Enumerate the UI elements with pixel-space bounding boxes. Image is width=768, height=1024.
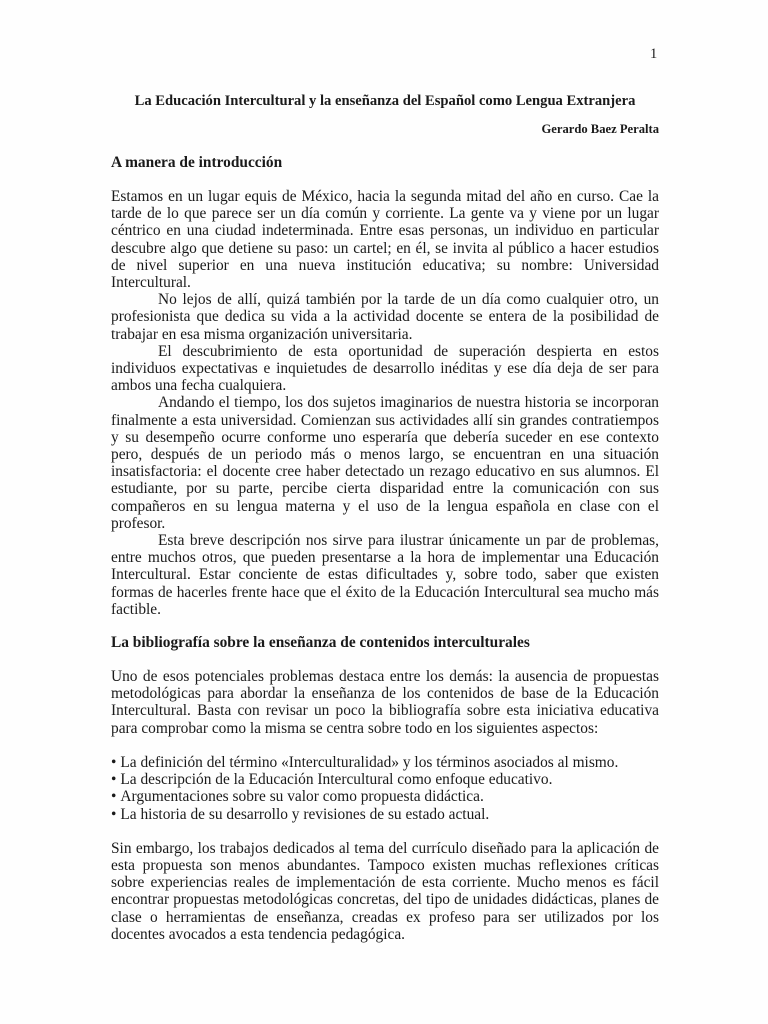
document-body — [111, 92, 659, 943]
document-title: La Educación Intercultural y la enseñanza del Español como Lengua Extranjera — [134, 93, 636, 109]
bullet-icon: • — [111, 771, 117, 789]
page-number: 1 — [650, 46, 658, 62]
paragraph: Sin embargo, los trabajos dedicados al tema del currículo diseñado para la aplicación de esta propuesta son menos abundantes. Tampoco existen muchas reflexiones críticas sobre experiencias reales de implementación de esta corriente. Mucho menos es fácil encontrar propuestas metodológicas concretas, del tipo de unidades didácticas, planes de clase o herramientas de enseñanza, creadas ex profeso para ser utilizados por los docentes avocados a esta tendencia pedagógica. — [111, 839, 659, 943]
paragraph: Uno de esos potenciales problemas destaca entre los demás: la ausencia de propuestas metodológicas para abordar la enseñanza de los contenidos de base de la Educación Intercultural. Basta con revisar un poco la bibliografía sobre esta iniciativa educativa para comprobar como la misma se centra sobre todo en los siguientes aspectos: — [111, 668, 659, 737]
paragraph: Estamos en un lugar equis de México, hacia la segunda mitad del año en curso. Cae la tarde de lo que parece ser un día común y corriente. La gente va y viene por un lugar céntrico en una ciudad indeterminada. Entre esas personas, un individuo en particular descubre algo que detiene su paso: un cartel; en él, se invita al público a hacer estudios de nivel superior en una nueva institución educativa; su nombre: Universidad Intercultural. — [111, 188, 659, 292]
list-item-text: Argumentaciones sobre su valor como propuesta didáctica. — [120, 788, 484, 806]
list-item — [111, 806, 659, 823]
list-item — [111, 788, 659, 805]
document-author: Gerardo Baez Peralta — [541, 122, 659, 136]
bullet-icon: • — [111, 788, 117, 806]
bullet-icon: • — [111, 805, 117, 823]
section-heading-introduction: A manera de introducción — [111, 154, 283, 171]
list-item-text: La historia de su desarrollo y revisiones de su estado actual. — [120, 805, 490, 823]
bullet-icon: • — [111, 753, 117, 771]
list-item — [111, 754, 659, 771]
list-item-text: La descripción de la Educación Intercultural como enfoque educativo. — [120, 771, 553, 789]
list-item-text: La definición del término «Interculturalidad» y los términos asociados al mismo. — [120, 753, 619, 771]
section-heading-bibliography: La bibliografía sobre la enseñanza de contenidos interculturales — [111, 634, 530, 652]
paragraph: No lejos de allí, quizá también por la tarde de un día como cualquier otro, un profesionista que dedica su vida a la actividad docente se entera de la posibilidad de trabajar en esa misma organización universitaria. — [111, 291, 659, 343]
bullet-list — [111, 754, 659, 823]
paragraph: Andando el tiempo, los dos sujetos imaginarios de nuestra historia se incorporan finalmente a esta universidad. Comienzan sus actividades allí sin grandes contratiempos y su desempeño ocurre conforme uno esperaría que debería suceder en ese contexto pero, después de un periodo más o menos largo, se encuentran en una situación insatisfactoria: el docente cree haber detectado un rezago educativo en sus alumnos. El estudiante, por su parte, percibe cierta disparidad entre la comunicación con sus compañeros en su lengua materna y el uso de la lengua española en clase con el profesor. — [111, 394, 659, 532]
list-item — [111, 771, 659, 788]
paragraph: Esta breve descripción nos sirve para ilustrar únicamente un par de problemas, entre muchos otros, que pueden presentarse a la hora de implementar una Educación Intercultural. Estar conciente de estas dificultades y, sobre todo, saber que existen formas de hacerles frente hace que el éxito de la Educación Intercultural sea mucho más factible. — [111, 532, 659, 618]
paragraph: El descubrimiento de esta oportunidad de superación despierta en estos individuos expectativas e inquietudes de desarrollo inéditas y ese día deja de ser para ambos una fecha cualquiera. — [111, 342, 659, 395]
